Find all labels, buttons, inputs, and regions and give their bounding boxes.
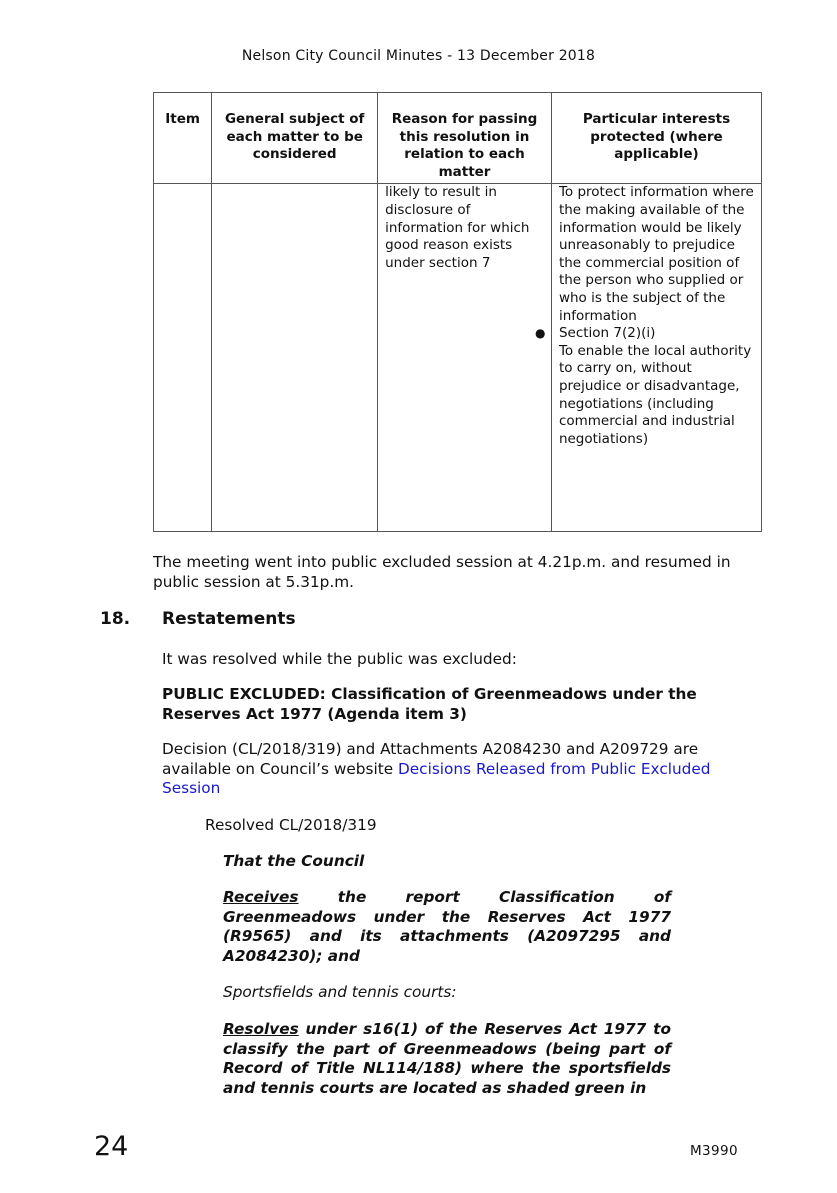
bullet-item [534, 325, 755, 343]
interest-text: To protect information where the making available of the information would be likely unreasonably to prejudice the commercial position of the person who supplied or who is the subject of the information [558, 184, 754, 324]
table-header-row [154, 93, 762, 184]
column-header-reason: Reason for passing this resolution in relation to each matter [378, 93, 552, 184]
cell-interests [534, 184, 761, 532]
receives-keyword: Receives [223, 888, 299, 906]
decisions-link[interactable]: Decisions Released from Public Excluded Session [162, 759, 711, 797]
section-number: 18. [100, 609, 131, 629]
cell-subject [212, 184, 378, 532]
decision-paragraph [162, 740, 742, 799]
receives-clause [223, 888, 671, 966]
session-note: The meeting went into public excluded session at 4.21p.m. and resumed in public session at 5.31p.m. [153, 553, 731, 591]
resolves-text: under s16(1) of the Reserves Act 1977 to classify the part of Greenmeadows (being part of Record of Title NL114/188) where the sportsfields and tennis courts are located as shaded green in [223, 1020, 671, 1097]
resolves-keyword: Resolves [223, 1020, 299, 1038]
interest-text-2: To enable the local authority to carry on, without prejudice or disadvantage, negotiations (including commercial and industrial negotiations) [558, 342, 752, 447]
table-row [154, 184, 762, 532]
that-the-council: That the Council [223, 852, 365, 870]
page-header: Nelson City Council Minutes - 13 December 2018 [241, 48, 596, 64]
decision-text: Decision (CL/2018/319) and Attachments A2084230 and A209729 are available on Council’s website [162, 740, 699, 778]
column-header-subject: General subject of each matter to be considered [212, 93, 378, 184]
cell-reason: likely to result in disclosure of information for which good reason exists under section 7 [378, 184, 552, 532]
resolution-reference: Resolved CL/2018/319 [205, 816, 377, 834]
bullet-icon: ● [534, 326, 546, 341]
cell-item [154, 184, 212, 532]
document-code: M3990 [690, 1143, 739, 1159]
column-header-interests: Particular interests protected (where applicable) [551, 93, 761, 184]
resolves-clause [223, 1020, 671, 1098]
public-excluded-heading: PUBLIC EXCLUDED: Classification of Greenmeadows under the Reserves Act 1977 (Agenda item 3) [162, 685, 697, 723]
section-title: Restatements [162, 609, 296, 629]
excluded-matters-table [153, 92, 762, 532]
page-number: 24 [94, 1131, 129, 1162]
resolved-intro: It was resolved while the public was excluded: [162, 650, 517, 668]
receives-text: the report Classification of Greenmeadows under the Reserves Act 1977 (R9565) and its attachments (A2097295 and A2084230); and [223, 888, 671, 965]
column-header-item: Item [154, 93, 212, 184]
sportsfields-heading: Sportsfields and tennis courts: [223, 983, 457, 1001]
bullet-section-label: Section 7(2)(i) [558, 325, 656, 342]
